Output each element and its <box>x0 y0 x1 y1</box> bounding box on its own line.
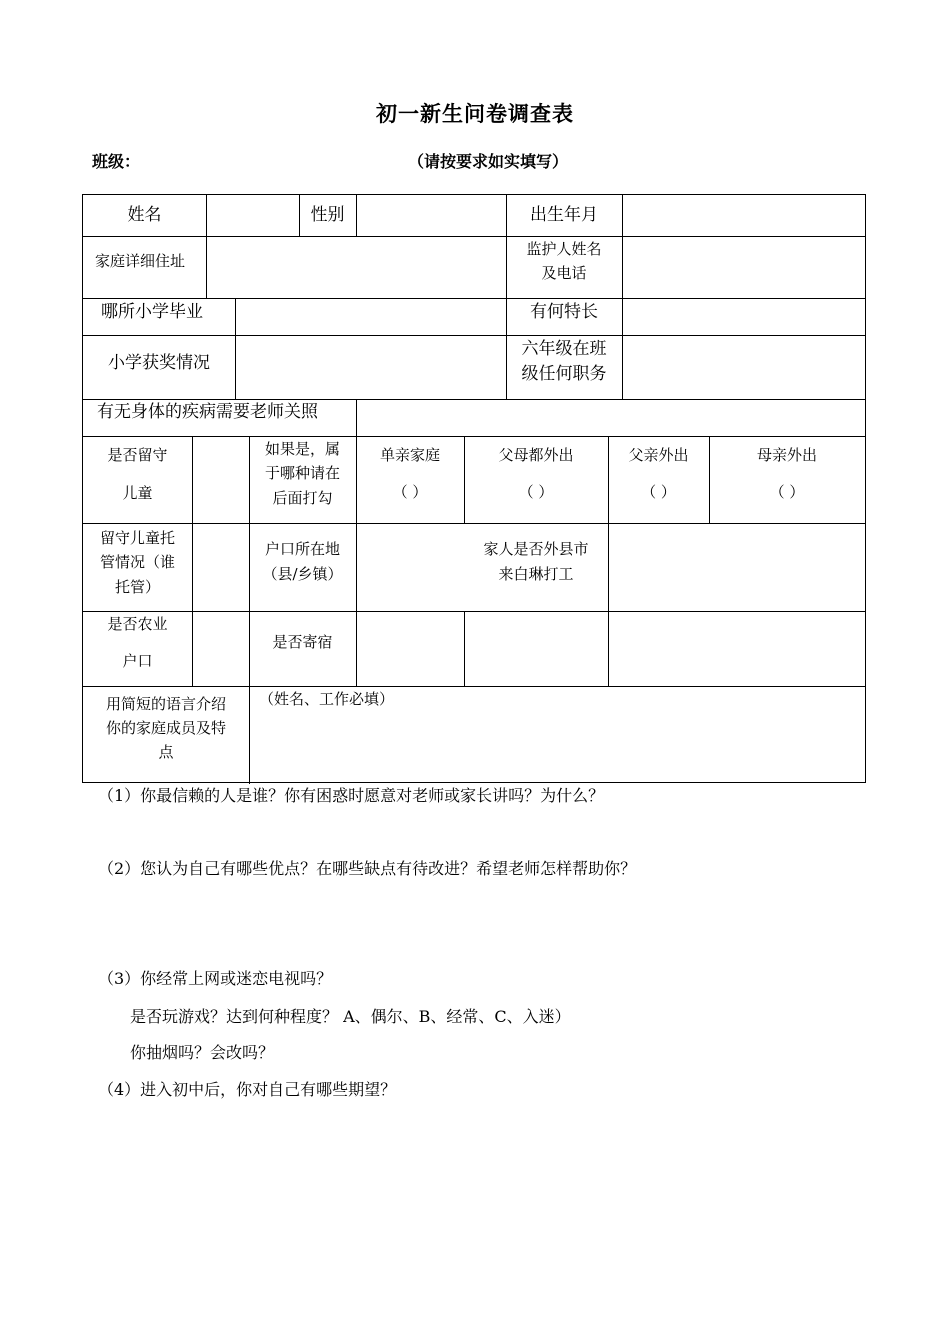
question-3-smoking: 你抽烟吗？会改吗？ <box>130 1043 275 1062</box>
question-3-games: 是否玩游戏？达到何种程度？ A、偶尔、B、经常、C、入迷） <box>130 1007 571 1026</box>
col-divider <box>192 436 193 686</box>
row-divider <box>83 298 865 299</box>
question-2: （2）您认为自己有哪些优点？在哪些缺点有待改进？希望老师怎样帮助你？ <box>98 859 637 878</box>
hukou-label-line1: 户口所在地 <box>264 540 340 558</box>
migrant-label-line1: 家人是否外县市 <box>483 540 589 558</box>
migrant-label-line2: 来白琳打工 <box>498 565 574 583</box>
family-label-line1: 用简短的语言介绍 <box>105 695 226 713</box>
care-label-line3: 托管） <box>114 578 160 596</box>
left-behind-label-line1: 是否留守 <box>107 446 168 464</box>
question-3: （3）你经常上网或迷恋电视吗？ <box>98 969 333 988</box>
family-note: （姓名、工作必填） <box>259 690 395 708</box>
guardian-label-line1: 监护人姓名 <box>526 240 602 258</box>
col-divider <box>206 195 207 236</box>
col-divider <box>356 195 357 236</box>
row-divider <box>83 335 865 336</box>
single-parent-label: 单亲家庭 <box>379 446 440 464</box>
birth-label: 出生年月 <box>530 205 598 225</box>
position-label-line2: 级任何职务 <box>521 364 607 384</box>
row-divider <box>83 523 865 524</box>
family-label-line2: 你的家庭成员及特 <box>105 719 226 737</box>
survey-form-table <box>82 194 866 783</box>
hukou-label-line2: （县/乡镇） <box>262 565 343 583</box>
father-away-checkbox[interactable]: （ ） <box>641 483 676 501</box>
care-label-line1: 留守儿童托 <box>99 529 175 547</box>
gender-label: 性别 <box>310 205 345 225</box>
col-divider <box>356 399 357 436</box>
awards-label: 小学获奖情况 <box>108 353 210 373</box>
col-divider <box>622 195 623 236</box>
mother-away-checkbox[interactable]: （ ） <box>769 483 805 501</box>
boarding-label: 是否寄宿 <box>272 633 333 651</box>
col-divider <box>356 436 357 686</box>
care-label-line2: 管情况（谁 <box>99 553 175 571</box>
which-type-line3: 后面打勾 <box>272 489 333 507</box>
question-1: （1）你最信赖的人是谁？你有困惑时愿意对老师或家长讲吗？为什么？ <box>98 786 605 805</box>
row-divider <box>83 236 865 237</box>
col-divider <box>464 611 465 686</box>
col-divider <box>622 298 623 399</box>
page-title: 初一新生问卷调查表 <box>376 102 574 126</box>
col-divider <box>608 436 609 686</box>
left-behind-label-line2: 儿童 <box>122 484 153 502</box>
father-away-label: 父亲外出 <box>628 446 689 464</box>
row-divider <box>83 686 865 687</box>
specialty-label: 有何特长 <box>530 302 598 322</box>
class-label: 班级： <box>92 152 141 171</box>
col-divider <box>206 236 207 298</box>
fill-instruction: （请按要求如实填写） <box>408 152 569 171</box>
col-divider <box>235 298 236 399</box>
mother-away-label: 母亲外出 <box>756 446 817 464</box>
which-type-line1: 如果是，属 <box>264 440 340 458</box>
name-label: 姓名 <box>127 205 162 225</box>
col-divider <box>622 236 623 298</box>
row-divider <box>83 611 865 612</box>
question-4: （4）进入初中后，你对自己有哪些期望？ <box>98 1080 397 1099</box>
single-parent-checkbox[interactable]: （ ） <box>392 483 428 501</box>
primary-school-label: 哪所小学毕业 <box>101 302 203 322</box>
illness-label: 有无身体的疾病需要老师关照 <box>97 402 318 422</box>
agri-hukou-label-line1: 是否农业 <box>107 615 168 633</box>
which-type-line2: 于哪种请在 <box>264 464 340 482</box>
position-label-line1: 六年级在班 <box>521 339 607 359</box>
row-divider <box>83 436 865 437</box>
address-label: 家庭详细住址 <box>95 252 186 270</box>
both-away-label: 父母都外出 <box>498 446 574 464</box>
both-away-checkbox[interactable]: （ ） <box>518 483 554 501</box>
agri-hukou-label-line2: 户口 <box>122 652 153 670</box>
family-label-line3: 点 <box>158 743 174 761</box>
guardian-label-line2: 及电话 <box>541 264 587 282</box>
